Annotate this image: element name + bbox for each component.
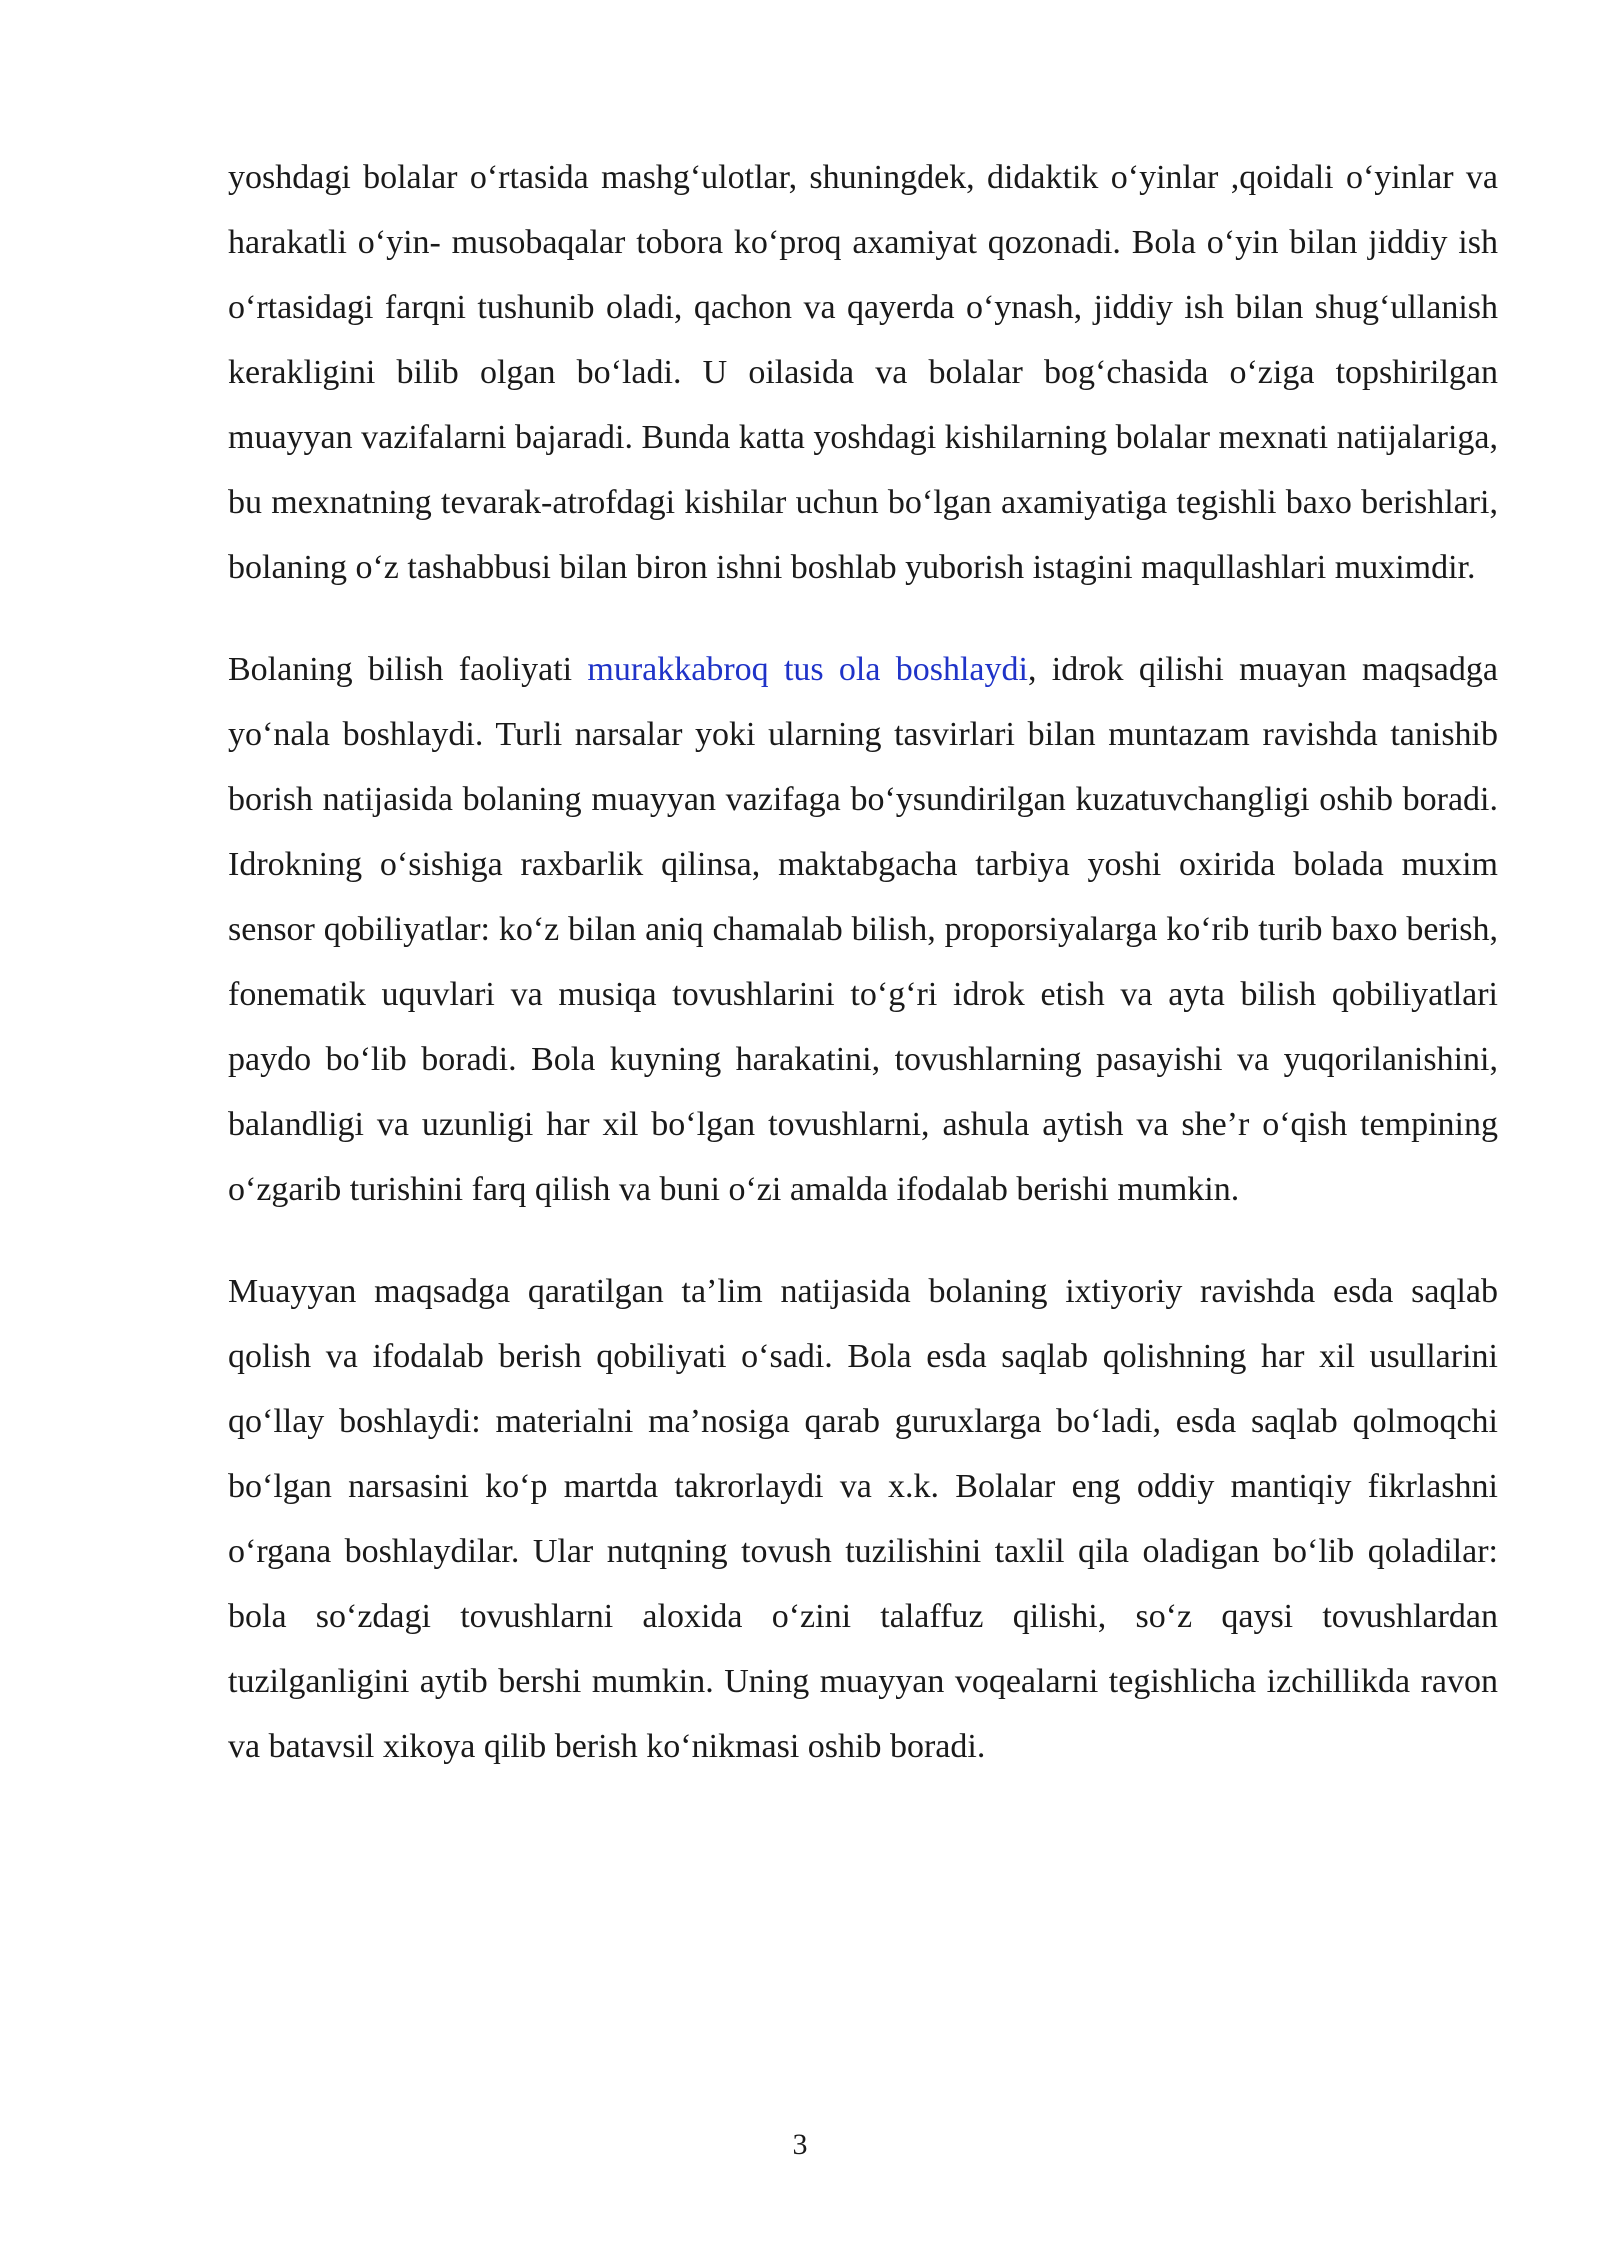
paragraph-2-text-start: Bolaning bilish faoliyati — [228, 651, 588, 688]
paragraph-1-text: yoshdagi bolalar oʻrtasida mashgʻulotlar, shuningdek, didaktik oʻyinlar ,qoidali oʻyinlar va harakatli oʻyin- musobaqalar tobora koʻproq axamiyat qozonadi. Bola oʻyin bilan jiddiy ish oʻrtasidagi farqni tushunib oladi, qachon va qayerda oʻynash, jiddiy ish bilan shugʻullanish kerakligini bilib olgan boʻladi. U oilasida va bolalar bogʻchasida oʻziga topshirilgan muayyan vazifalarni bajaradi. Bunda katta yoshdagi kishilarning bolalar mexnati natijalariga, bu mexnatning tevarak-atrofdagi kishilar uchun boʻlgan axamiyatiga tegishli baxo berishlari, bolaning oʻz tashabbusi bilan biron ishni boshlab yuborish istagini maqullashlari muximdir. — [228, 159, 1498, 586]
paragraph-2-text-rest: , idrok qilishi muayan maqsadga yoʻnala boshlaydi. Turli narsalar yoki ularning tasvirlari bilan muntazam ravishda tanishib borish natijasida bolaning muayyan vazifaga boʻysundirilgan kuzatuvchangligi oshib boradi. Idrokning oʻsishiga raxbarlik qilinsa, maktabgacha tarbiya yoshi oxirida bolada muxim sensor qobiliyatlar: koʻz bilan aniq chamalab bilish, proporsiyalarga koʻrib turib baxo berish, fonematik uquvlari va musiqa tovushlarini toʻgʻri idrok etish va ayta bilish qobiliyatlari paydo boʻlib boradi. Bola kuyning harakatini, tovushlarning pasayishi va yuqorilanishini, balandligi va uzunligi har xil boʻlgan tovushlarni, ashula aytish va she’r oʻqish tempining oʻzgarib turishini farq qilish va buni oʻzi amalda ifodalab berishi mumkin. — [228, 651, 1498, 1208]
paragraph-3-text: Muayyan maqsadga qaratilgan ta’lim natijasida bolaning ixtiyoriy ravishda esda saqlab qolish va ifodalab berish qobiliyati oʻsadi. Bola esda saqlab qolishning har xil usullarini qoʻllay boshlaydi: materialni ma’nosiga qarab guruxlarga boʻladi, esda saqlab qolmoqchi boʻlgan narsasini koʻp martda takrorlaydi va x.k. Bolalar eng oddiy mantiqiy fikrlashni oʻrgana boshlaydilar. Ular nutqning tovush tuzilishini taxlil qila oladigan boʻlib qoladilar: bola soʻzdagi tovushlarni aloxida oʻzini talaffuz qilishi, soʻz qaysi tovushlardan tuzilganligini aytib bershi mumkin. Uning muayyan voqealarni tegishlicha izchillikda ravon va batavsil xikoya qilib berish koʻnikmasi oshib boradi. — [228, 1273, 1498, 1765]
page-number: 3 — [792, 2128, 808, 2161]
highlighted-phrase[interactable]: murakkabroq tus ola boshlaydi — [587, 651, 1028, 688]
paragraph-1 — [228, 145, 1498, 600]
paragraph-3 — [228, 1259, 1498, 1779]
paragraph-2 — [228, 637, 1498, 1222]
document-body — [228, 145, 1498, 1816]
